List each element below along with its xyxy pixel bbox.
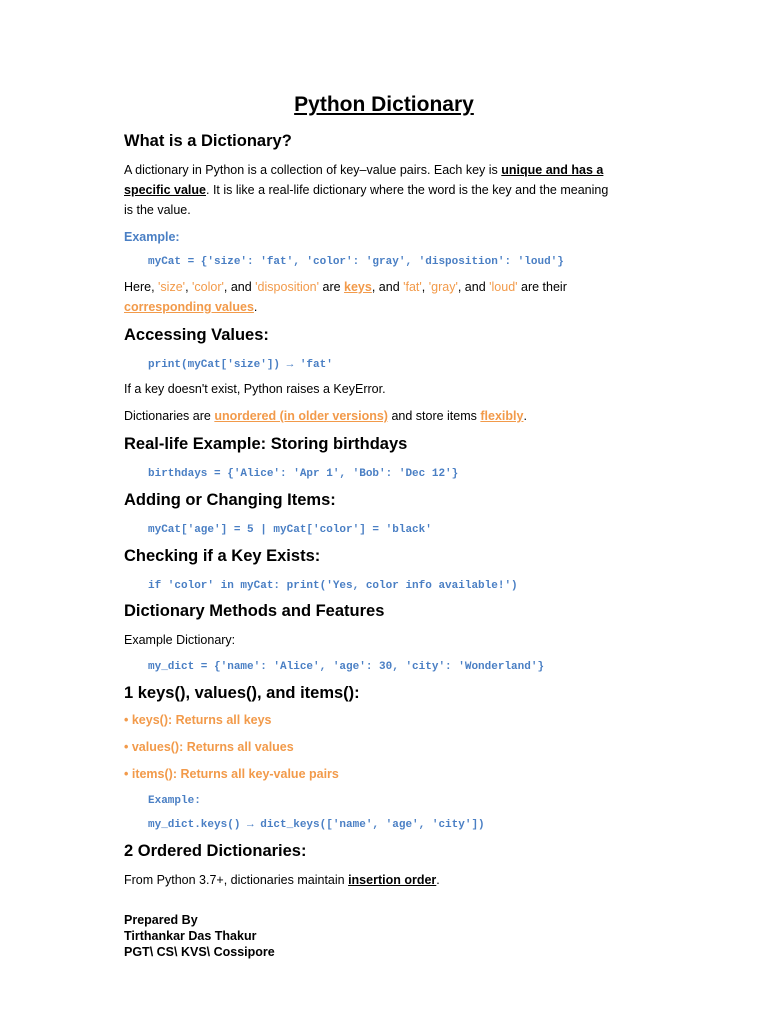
footer-author: Tirthankar Das Thakur — [124, 929, 257, 943]
bullet-items: • items(): Returns all key-value pairs — [124, 767, 339, 781]
footer-designation: PGT\ CS\ KVS\ Cossipore — [124, 945, 275, 959]
paragraph-example-dictionary: Example Dictionary: — [124, 633, 236, 647]
paragraph-keys-line-1: Here, 'size', 'color', and 'disposition' are keys, and 'fat', 'gray', and 'loud' are their — [124, 280, 567, 294]
heading-adding-items: Adding or Changing Items: — [124, 491, 336, 509]
paragraph-keys-line-2: corresponding values. — [124, 300, 258, 314]
example-label-2: Example: — [148, 795, 201, 807]
emphasis-keys: keys — [344, 280, 372, 294]
paragraph-keyerror: If a key doesn't exist, Python raises a KeyError. — [124, 382, 386, 396]
emphasis-flexibly: flexibly — [480, 409, 524, 423]
emphasis-insertion-order: insertion order — [348, 873, 437, 887]
code-print-size: print(myCat['size']) → 'fat' — [148, 359, 333, 371]
paragraph-unordered: Dictionaries are unordered (in older versions) and store items flexibly. — [124, 409, 527, 423]
code-mycat: myCat = {'size': 'fat', 'color': 'gray', 'disposition': 'loud'} — [148, 256, 564, 268]
heading-real-life-example: Real-life Example: Storing birthdays — [124, 435, 408, 453]
heading-accessing-values: Accessing Values: — [124, 326, 269, 344]
heading-ordered-dictionaries: 2 Ordered Dictionaries: — [124, 842, 307, 860]
code-keys-example: my_dict.keys() → dict_keys(['name', 'age', 'city']) — [148, 819, 485, 831]
paragraph-definition-line-2: specific value. It is like a real-life dictionary where the word is the key and the meaning — [124, 183, 609, 197]
bullet-keys: • keys(): Returns all keys — [124, 713, 272, 727]
paragraph-definition-line-1: A dictionary in Python is a collection of key–value pairs. Each key is unique and has a — [124, 163, 604, 177]
code-my-dict: my_dict = {'name': 'Alice', 'age': 30, 'city': 'Wonderland'} — [148, 661, 545, 673]
emphasis-unordered: unordered (in older versions) — [214, 409, 388, 423]
emphasis-unique: unique and has a — [501, 163, 604, 177]
footer-prepared-by: Prepared By — [124, 913, 198, 927]
heading-what-is-dictionary: What is a Dictionary? — [124, 132, 292, 150]
emphasis-corresponding-values: corresponding values — [124, 300, 254, 314]
paragraph-definition-line-3: is the value. — [124, 203, 191, 217]
paragraph-insertion-order: From Python 3.7+, dictionaries maintain insertion order. — [124, 873, 440, 887]
heading-keys-values-items: 1 keys(), values(), and items(): — [124, 684, 360, 702]
heading-dictionary-methods: Dictionary Methods and Features — [124, 602, 385, 620]
code-adding-items: myCat['age'] = 5 | myCat['color'] = 'black' — [148, 524, 432, 536]
page-title: Python Dictionary — [294, 93, 474, 116]
code-checking-key: if 'color' in myCat: print('Yes, color info available!') — [148, 580, 518, 592]
code-birthdays: birthdays = {'Alice': 'Apr 1', 'Bob': 'Dec 12'} — [148, 468, 459, 480]
heading-checking-key: Checking if a Key Exists: — [124, 547, 321, 565]
example-label: Example: — [124, 230, 180, 244]
emphasis-specific-value: specific value — [124, 183, 206, 197]
bullet-values: • values(): Returns all values — [124, 740, 294, 754]
